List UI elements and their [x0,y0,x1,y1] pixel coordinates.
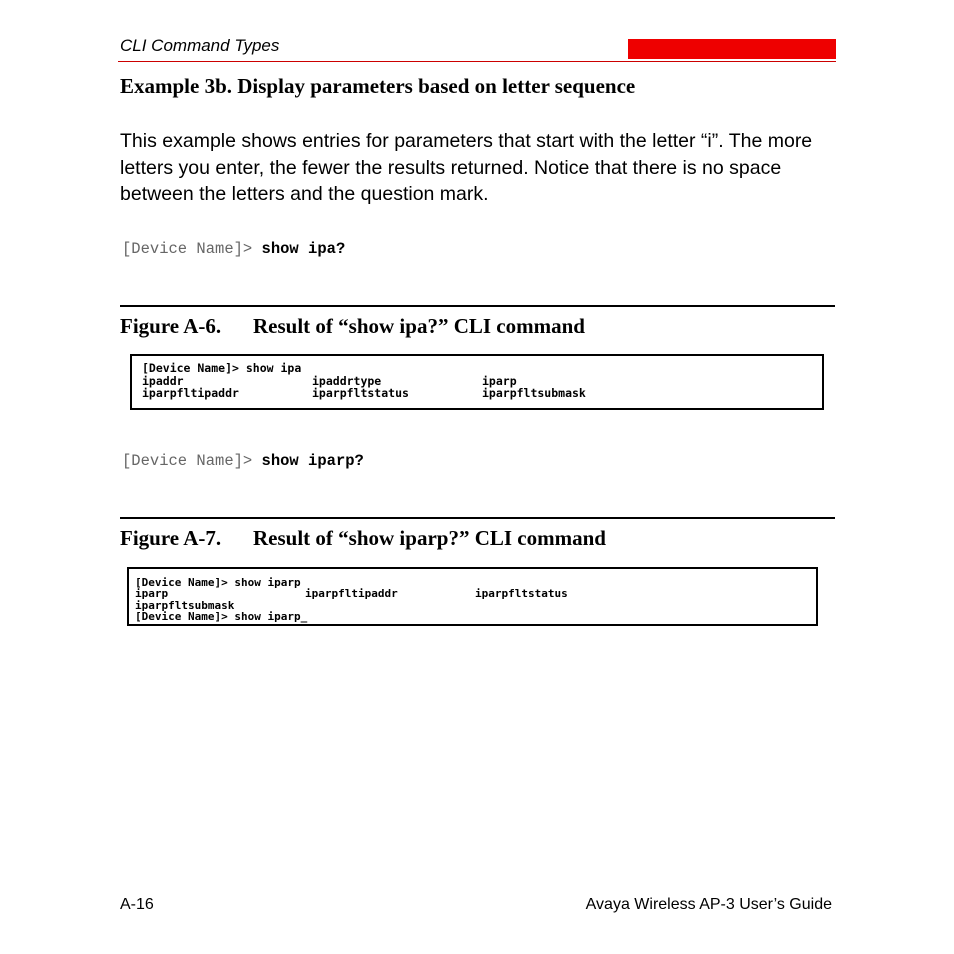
terminal-cell: iparp [482,373,517,388]
figure-number: Figure A-6. [120,314,222,338]
figure-number: Figure A-7. [120,526,222,550]
terminal-row [142,387,812,400]
command-prompt: [Device Name]> [122,452,262,470]
terminal-cell: ipaddrtype [312,373,382,388]
command-example-1 [122,240,345,258]
command-entry: show ipa? [261,240,346,258]
terminal-row [142,375,812,388]
terminal-row [135,588,810,599]
terminal-cell: iparpfltstatus [475,587,568,601]
terminal-cell: ipaddr [142,373,184,388]
body-paragraph: This example shows entries for parameters that start with the letter “i”. The more letters you enter, the fewer the results returned. Notice that there is no space between the letters and the question mark. [120,130,813,205]
figure-caption-text: Result of “show ipa?” CLI command [253,314,585,338]
command-prompt: [Device Name]> [122,240,262,258]
header-rule [118,61,836,62]
footer-page-number: A-16 [120,896,154,913]
terminal-screenshot [130,354,824,410]
figure-caption [120,314,585,339]
figure-caption [120,526,606,551]
command-example-2 [122,452,364,470]
terminal-screenshot [127,567,818,626]
terminal-cell: iparpfltstatus [312,386,409,400]
terminal-cell: iparpfltsubmask [482,386,586,400]
terminal-cell: iparpfltsubmask [135,598,235,612]
terminal-cell: iparpfltipaddr [305,587,398,601]
figure-caption-text: Result of “show iparp?” CLI command [253,526,606,550]
terminal-cell: iparpfltipaddr [142,386,239,400]
figure-rule [120,517,835,519]
command-entry: show iparp? [261,452,364,470]
running-header-title: CLI Command Types [120,36,280,55]
terminal-prompt-line: [Device Name]> show ipa [142,361,302,375]
footer-guide-title: Avaya Wireless AP-3 User’s Guide [585,896,832,913]
figure-rule [120,305,835,307]
header-accent-bar [628,39,836,59]
example-heading: Example 3b. Display parameters based on letter sequence [120,74,636,98]
terminal-cell: iparp [135,587,169,601]
terminal-prompt-line: [Device Name]> show iparp [135,576,301,589]
terminal-last-line: [Device Name]> show iparp_ [135,609,308,623]
